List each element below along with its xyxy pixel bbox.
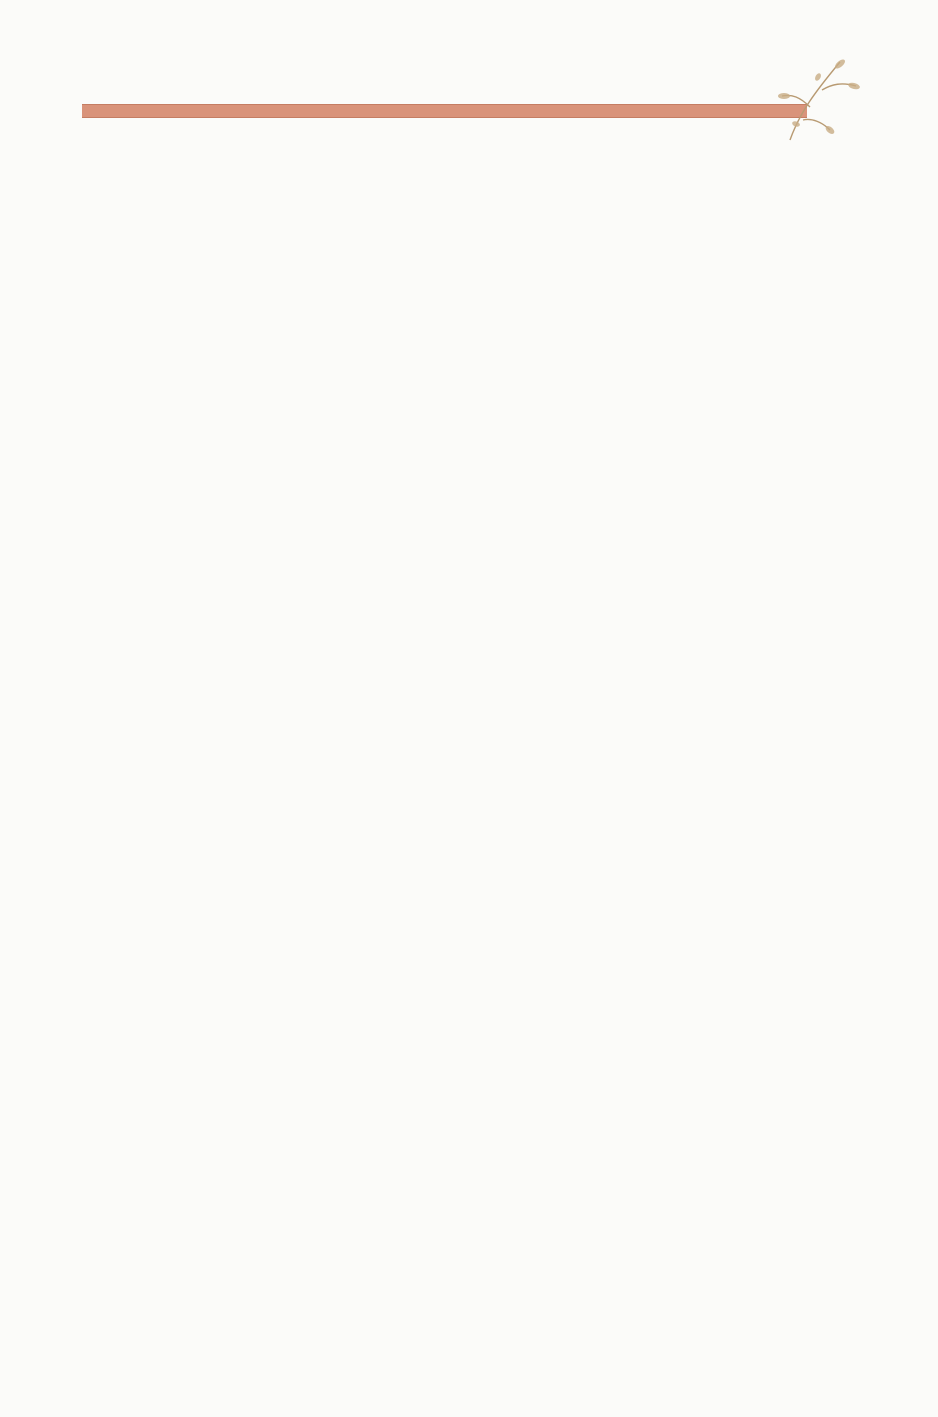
floral-ornament-icon (770, 52, 866, 144)
header-rule (82, 104, 807, 118)
